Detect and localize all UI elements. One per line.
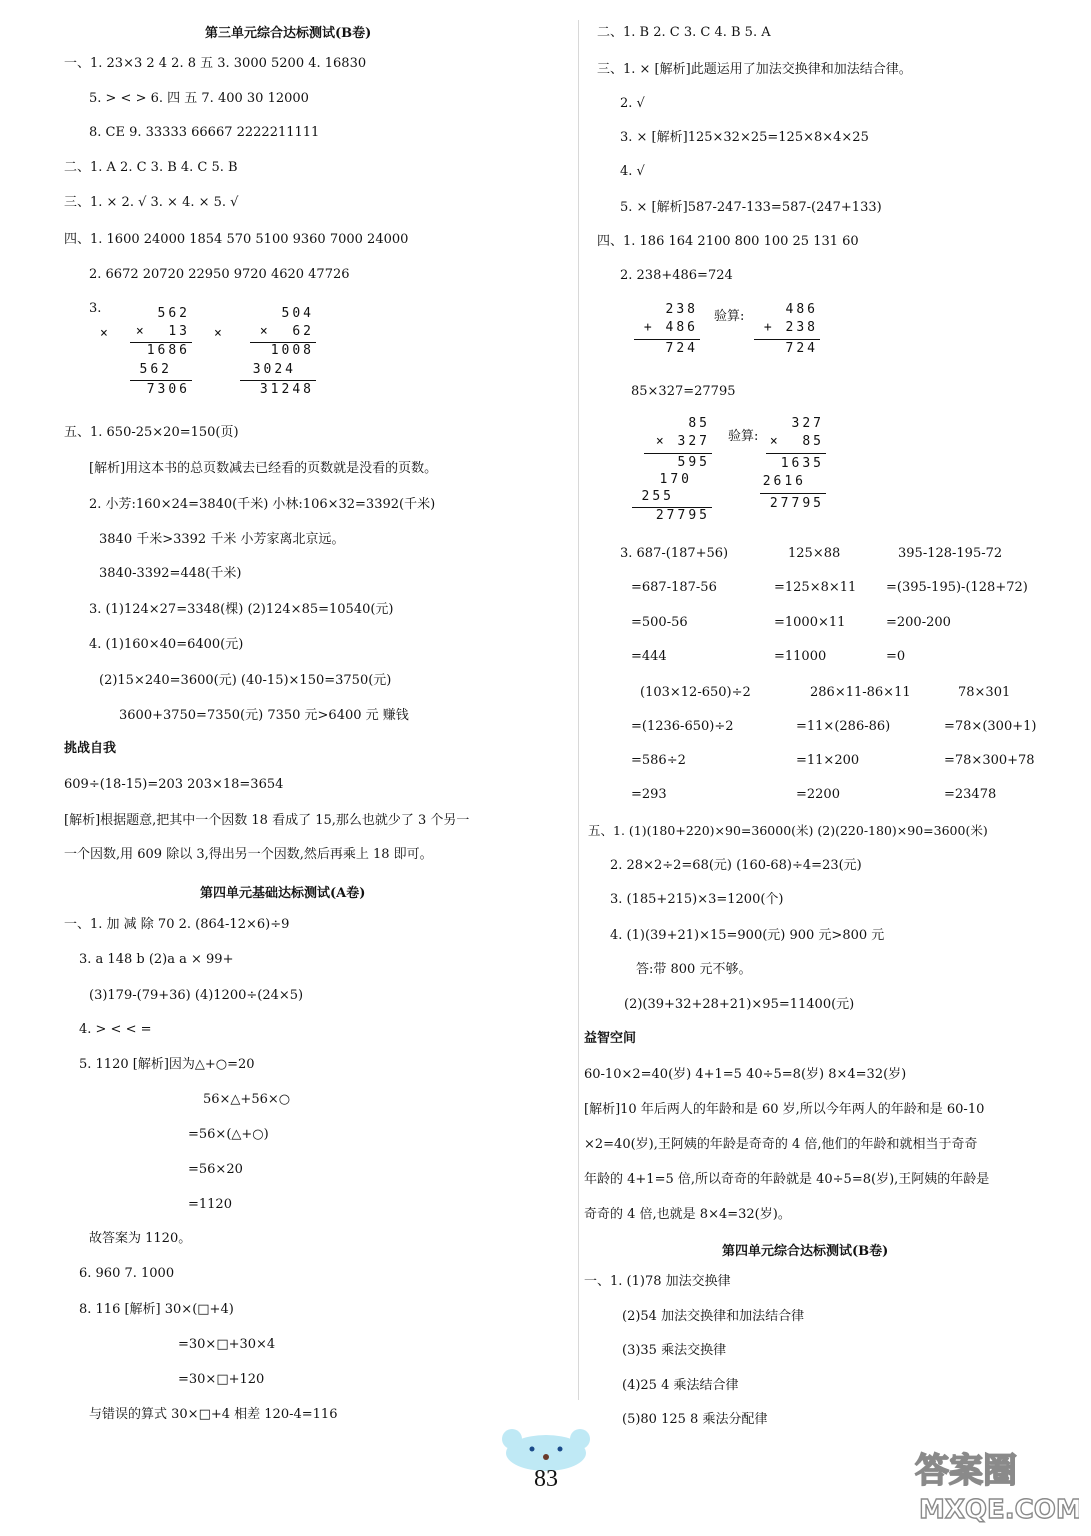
- answer-line: =11×(286-86): [796, 719, 891, 734]
- answer-line: 3. (1)124×27=3348(棵) (2)124×85=10540(元): [89, 602, 394, 617]
- analysis-line: [解析]10 年后两人的年龄和是 60 岁,所以今年两人的年龄和是 60-10: [584, 1102, 985, 1117]
- calc-row: 27795: [769, 496, 824, 511]
- calc-rule: [130, 380, 192, 381]
- answer-line: 3600+3750=7350(元) 7350 元>6400 元 赚钱: [119, 708, 409, 723]
- analysis-line: [解析]用这本书的总页数减去已经看的页数就是没看的页数。: [89, 461, 438, 476]
- answer-line: 2. √: [620, 96, 645, 111]
- svg-text:MXQE.COM: MXQE.COM: [919, 1495, 1079, 1525]
- answer-line: 5. > < > 6. 四 五 7. 400 30 12000: [89, 91, 309, 106]
- answer-line: =78×(300+1): [944, 719, 1037, 734]
- calc-rule: [766, 453, 826, 454]
- calc-rule: [754, 339, 820, 340]
- answer-line: 故答案为 1120。: [89, 1231, 192, 1246]
- calc-row: 3024: [252, 362, 296, 377]
- calc-row: 85: [688, 416, 710, 431]
- answer-line: =30×□+30×4: [178, 1337, 276, 1352]
- answer-line: =30×□+120: [178, 1372, 265, 1387]
- answer-line: =586÷2: [631, 753, 686, 768]
- answer-line: =125×8×11: [774, 580, 857, 595]
- answer-line: 2. 小芳:160×24=3840(千米) 小林:106×32=3392(千米): [89, 497, 436, 512]
- calc-row: 562: [157, 306, 190, 321]
- answer-line: 一、1. 23×3 2 4 2. 8 五 3. 3000 5200 4. 16830: [64, 56, 367, 71]
- calc-rule: [760, 493, 826, 494]
- calc-row: 238: [665, 302, 698, 317]
- answer-line: 60-10×2=40(岁) 4+1=5 40÷5=8(岁) 8×4=32(岁): [584, 1067, 907, 1082]
- answer-line: (103×12-650)÷2: [640, 685, 751, 700]
- calc-rule: [240, 380, 316, 381]
- answer-line: =(1236-650)÷2: [631, 719, 734, 734]
- vertical-calculation: [748, 302, 828, 362]
- answer-line: 2. 238+486=724: [620, 268, 733, 283]
- answer-line: 3. (185+215)×3=1200(个): [610, 892, 784, 907]
- calc-row: × 62: [259, 324, 314, 339]
- operator-sign: ×: [214, 326, 225, 341]
- answer-line: 一、1. 加 减 除 70 2. (864-12×6)÷9: [64, 917, 290, 932]
- answer-line: 五、1. (1)(180+220)×90=36000(米) (2)(220-180)×90=3600(米): [588, 823, 988, 838]
- vertical-calculation: [214, 302, 324, 402]
- calc-row: 504: [281, 306, 314, 321]
- section-title-unit3-b: 第三单元综合达标测试(B卷): [205, 26, 372, 41]
- calc-row: 2616: [762, 474, 806, 489]
- calc-row: 724: [665, 341, 698, 356]
- answer-line: 4. √: [620, 164, 645, 179]
- answer-line: 56×△+56×○: [203, 1092, 291, 1107]
- answer-line: 609÷(18-15)=203 203×18=3654: [64, 777, 284, 792]
- answer-line: =1000×11: [774, 615, 846, 630]
- answer-line: 2. 6672 20720 22950 9720 4620 47726: [89, 267, 350, 282]
- subsection-heading: 益智空间: [584, 1031, 637, 1046]
- answer-line: 8. CE 9. 33333 66667 2222211111: [89, 125, 320, 140]
- answer-line: =687-187-56: [631, 580, 717, 595]
- calc-rule: [634, 339, 700, 340]
- operator-sign: ×: [100, 326, 111, 341]
- calc-row: 486: [785, 302, 818, 317]
- vertical-calculation: [628, 416, 718, 526]
- calc-row: + 486: [643, 320, 698, 335]
- answer-line: =11000: [774, 649, 827, 664]
- answer-line: 5. 1120 [解析]因为△+○=20: [79, 1057, 255, 1072]
- calc-row: × 327: [655, 434, 710, 449]
- calc-row: 255: [641, 489, 674, 504]
- vertical-calculation: [750, 416, 830, 516]
- answer-line: =56×20: [188, 1162, 243, 1177]
- calc-rule: [644, 453, 712, 454]
- calc-row: 7306: [146, 382, 190, 397]
- calc-row: × 85: [769, 434, 824, 449]
- check-label: 验算:: [714, 309, 745, 324]
- answer-line: 四、1. 186 164 2100 800 100 25 131 60: [597, 234, 859, 249]
- answer-line: 8. 116 [解析] 30×(□+4): [79, 1302, 234, 1317]
- answer-line: (2)(39+32+28+21)×95=11400(元): [624, 997, 855, 1012]
- answer-line: 6. 960 7. 1000: [79, 1266, 175, 1281]
- answer-line: =444: [631, 649, 667, 664]
- answer-line: 3. × [解析]125×32×25=125×8×4×25: [620, 130, 869, 145]
- answer-line: =56×(△+○): [188, 1127, 269, 1142]
- answer-line: 4. (1)160×40=6400(元): [89, 637, 244, 652]
- answer-line: (3)35 乘法交换律: [622, 1343, 727, 1358]
- answer-line: =11×200: [796, 753, 860, 768]
- answer-line: 与错误的算式 30×□+4 相差 120-4=116: [89, 1407, 338, 1422]
- answer-line: 二、1. A 2. C 3. B 4. C 5. B: [64, 160, 238, 175]
- subsection-heading: 挑战自我: [64, 741, 117, 756]
- answer-line: =0: [886, 649, 906, 664]
- analysis-line: ×2=40(岁),王阿姨的年龄是奇奇的 4 倍,他们的年龄和就相当于奇奇: [584, 1137, 978, 1152]
- answer-line: 5. × [解析]587-247-133=587-(247+133): [620, 200, 882, 215]
- answer-line: =23478: [944, 787, 997, 802]
- answer-line: =293: [631, 787, 667, 802]
- answer-line: =(395-195)-(128+72): [886, 580, 1028, 595]
- answer-line: =2200: [796, 787, 840, 802]
- analysis-line: 年龄的 4+1=5 倍,所以奇奇的年龄就是 40÷5=8(岁),王阿姨的年龄是: [584, 1172, 990, 1187]
- answer-line: 二、1. B 2. C 3. C 4. B 5. A: [597, 25, 771, 40]
- section-title-unit4-a: 第四单元基础达标测试(A卷): [200, 886, 366, 901]
- calc-row: × 13: [135, 324, 190, 339]
- answer-line: 四、1. 1600 24000 1854 570 5100 9360 7000 24000: [64, 232, 409, 247]
- answer-line: 78×301: [958, 685, 1011, 700]
- analysis-line: 奇奇的 4 倍,也就是 8×4=32(岁)。: [584, 1207, 791, 1222]
- answer-line: =1120: [188, 1197, 232, 1212]
- answer-line: 125×88: [788, 546, 841, 561]
- column-divider: [578, 20, 579, 1400]
- answer-line: 2. 28×2÷2=68(元) (160-68)÷4=23(元): [610, 858, 862, 873]
- answer-line: 3.: [89, 301, 102, 316]
- calc-row: 1635: [780, 456, 824, 471]
- calc-row: + 238: [763, 320, 818, 335]
- answer-line: 286×11-86×11: [810, 685, 911, 700]
- answer-line: =500-56: [631, 615, 688, 630]
- vertical-calculation: [628, 302, 708, 362]
- calc-row: 170: [659, 472, 692, 487]
- answer-line: 三、1. × [解析]此题运用了加法交换律和加法结合律。: [597, 62, 912, 77]
- answer-line: 3. 687-(187+56): [620, 546, 729, 561]
- answer-line: =78×300+78: [944, 753, 1035, 768]
- answer-line: 4. > < < =: [79, 1022, 152, 1037]
- check-label: 验算:: [728, 429, 759, 444]
- calc-row: 327: [791, 416, 824, 431]
- vertical-calculation: [100, 302, 200, 402]
- answer-line: (3)179-(79+36) (4)1200÷(24×5): [89, 988, 304, 1003]
- answer-line: 三、1. × 2. √ 3. × 4. × 5. √: [64, 195, 239, 210]
- calc-row: 562: [139, 362, 172, 377]
- answer-line: 4. (1)(39+21)×15=900(元) 900 元>800 元: [610, 928, 885, 943]
- analysis-line: 一个因数,用 609 除以 3,得出另一个因数,然后再乘上 18 即可。: [64, 847, 433, 862]
- answer-line: =200-200: [886, 615, 951, 630]
- answer-line: 3. a 148 b (2)a a × 99+: [79, 952, 234, 967]
- answer-line: 五、1. 650-25×20=150(页): [64, 425, 239, 440]
- section-title-unit4-b: 第四单元综合达标测试(B卷): [722, 1244, 889, 1259]
- answer-line: (4)25 4 乘法结合律: [622, 1378, 739, 1393]
- answer-line: (5)80 125 8 乘法分配律: [622, 1412, 768, 1427]
- answer-line: 3840-3392=448(千米): [99, 566, 242, 581]
- calc-row: 724: [785, 341, 818, 356]
- calc-row: 1686: [146, 343, 190, 358]
- page-number: 83: [534, 1466, 558, 1492]
- watermark-icon: [909, 1438, 1079, 1528]
- watermark-logo: [909, 1438, 1079, 1528]
- calc-row: 27795: [655, 508, 710, 523]
- calc-row: 595: [677, 455, 710, 470]
- answer-line: 395-128-195-72: [898, 546, 1003, 561]
- answer-line: 3840 千米>3392 千米 小芳家离北京远。: [99, 532, 345, 547]
- analysis-line: [解析]根据题意,把其中一个因数 18 看成了 15,那么也就少了 3 个另一: [64, 813, 470, 828]
- answer-line: (2)15×240=3600(元) (40-15)×150=3750(元): [99, 673, 392, 688]
- answer-line: 85×327=27795: [631, 384, 736, 399]
- answer-line: 一、1. (1)78 加法交换律: [584, 1274, 731, 1289]
- calc-row: 31248: [259, 382, 314, 397]
- calc-row: 1008: [270, 343, 314, 358]
- svg-text:答案圈: 答案圈: [915, 1451, 1017, 1491]
- answer-line: 答:带 800 元不够。: [636, 962, 752, 977]
- answer-line: (2)54 加法交换律和加法结合律: [622, 1309, 805, 1324]
